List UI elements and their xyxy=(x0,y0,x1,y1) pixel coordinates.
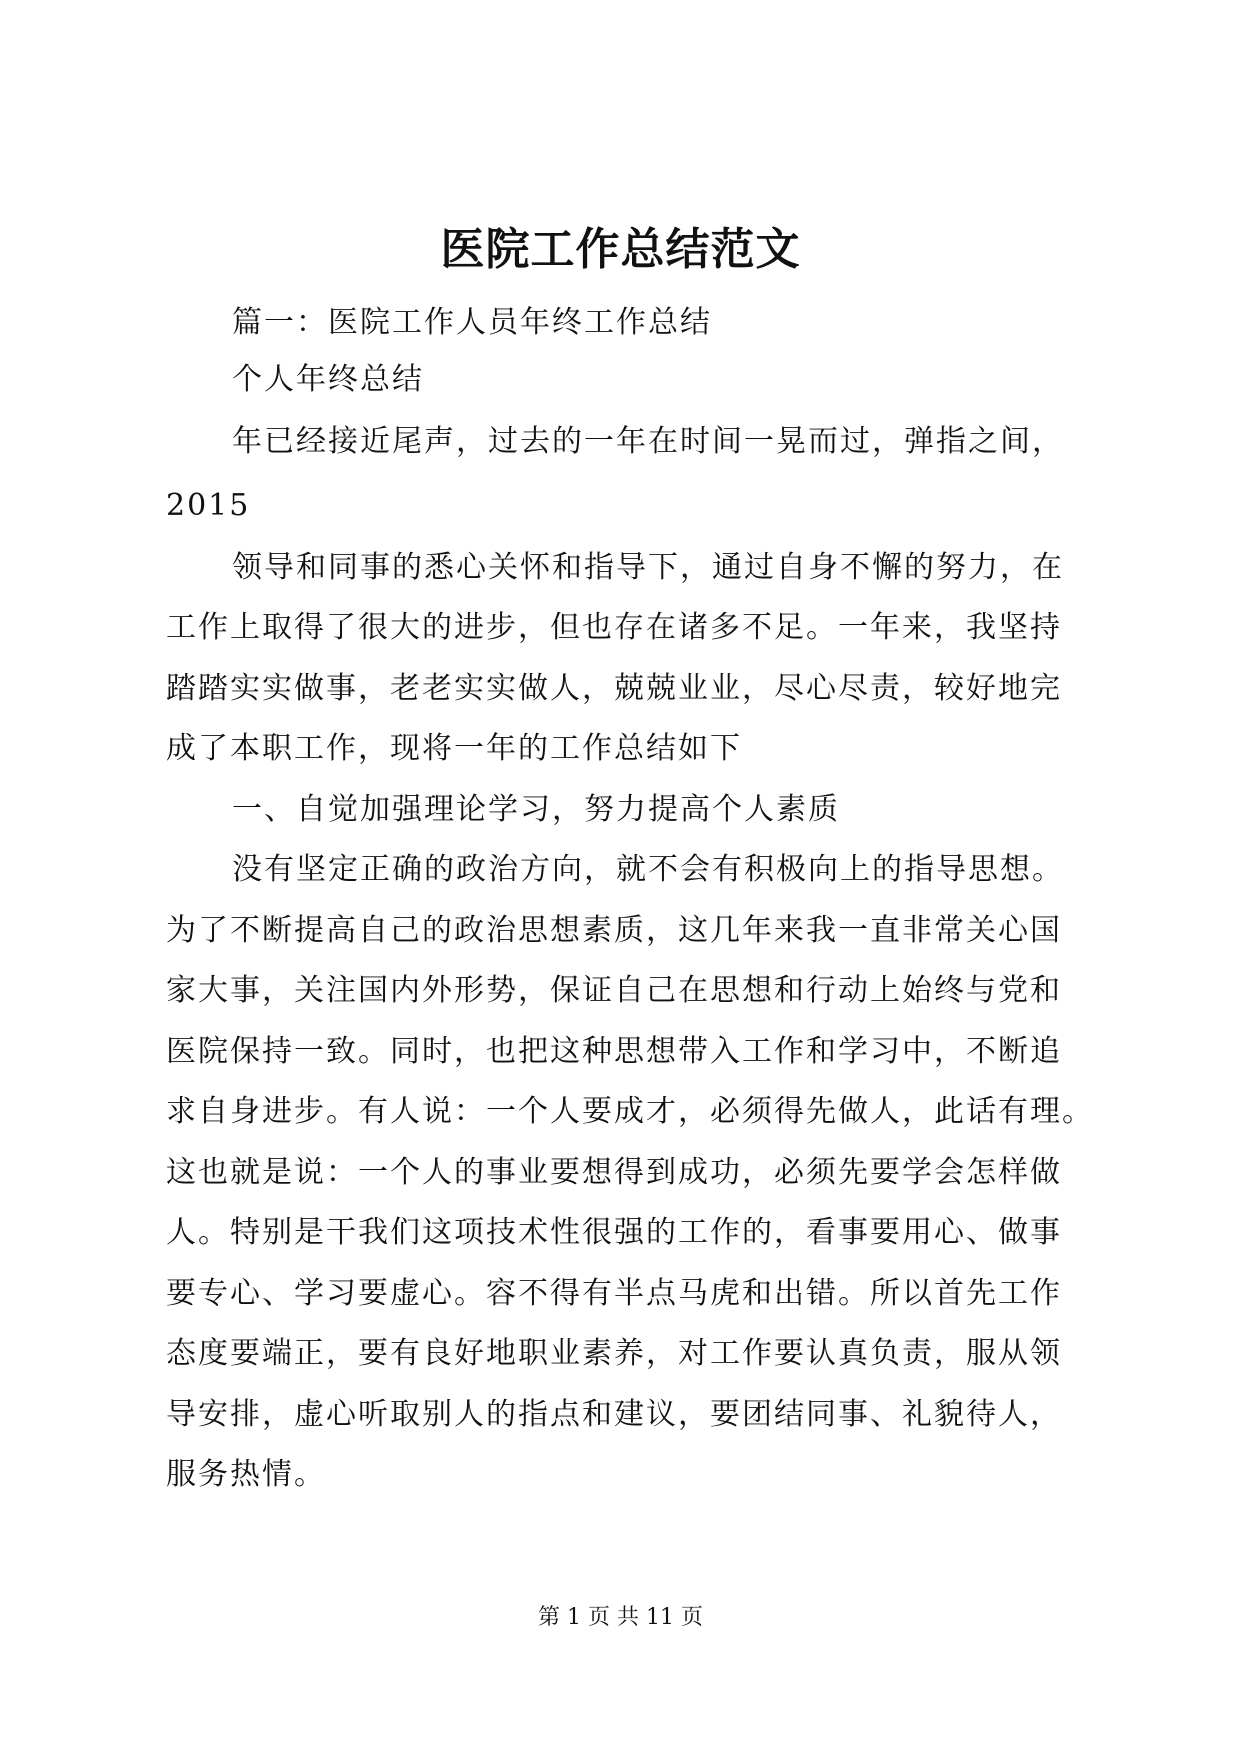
paragraph-line: 态度要端正，要有良好地职业素养，对工作要认真负责，服从领 xyxy=(166,1336,1062,1371)
paragraph-line: 工作上取得了很大的进步，但也存在诸多不足。一年来，我坚持 xyxy=(166,610,1062,645)
paragraph-line: 为了不断提高自己的政治思想素质，这几年来我一直非常关心国 xyxy=(166,913,1062,948)
page-footer: 第 1 页 共 11 页 xyxy=(538,1605,703,1630)
paragraph-line: 这也就是说：一个人的事业要想得到成功，必须先要学会怎样做 xyxy=(166,1155,1062,1190)
paragraph-line: 成了本职工作，现将一年的工作总结如下 xyxy=(166,731,742,766)
paragraph-line: 医院保持一致。同时，也把这种思想带入工作和学习中，不断追 xyxy=(166,1034,1062,1069)
paragraph-line: 没有坚定正确的政治方向，就不会有积极向上的指导思想。 xyxy=(232,852,1064,887)
paragraph-line: 2015 xyxy=(166,488,251,523)
paragraph-line: 导安排，虚心听取别人的指点和建议，要团结同事、礼貌待人， xyxy=(166,1397,1062,1432)
section-heading: 篇一：医院工作人员年终工作总结 xyxy=(232,305,712,340)
paragraph-line: 人。特别是干我们这项技术性很强的工作的，看事要用心、做事 xyxy=(166,1215,1062,1250)
paragraph-line: 领导和同事的悉心关怀和指导下，通过自身不懈的努力，在 xyxy=(232,550,1064,585)
paragraph-line: 服务热情。 xyxy=(166,1457,326,1492)
paragraph-line: 家大事，关注国内外形势，保证自己在思想和行动上始终与党和 xyxy=(166,973,1062,1008)
paragraph-line: 要专心、学习要虚心。容不得有半点马虎和出错。所以首先工作 xyxy=(166,1276,1062,1311)
document-title: 医院工作总结范文 xyxy=(440,224,801,275)
paragraph-line: 求自身进步。有人说：一个人要成才，必须得先做人，此话有理。 xyxy=(166,1094,1094,1129)
subheading: 个人年终总结 xyxy=(232,362,424,397)
paragraph-line: 年已经接近尾声，过去的一年在时间一晃而过，弹指之间， xyxy=(232,424,1064,459)
paragraph-line: 踏踏实实做事，老老实实做人，兢兢业业，尽心尽责，较好地完 xyxy=(166,671,1062,706)
section-heading: 一、自觉加强理论学习，努力提高个人素质 xyxy=(232,792,840,827)
